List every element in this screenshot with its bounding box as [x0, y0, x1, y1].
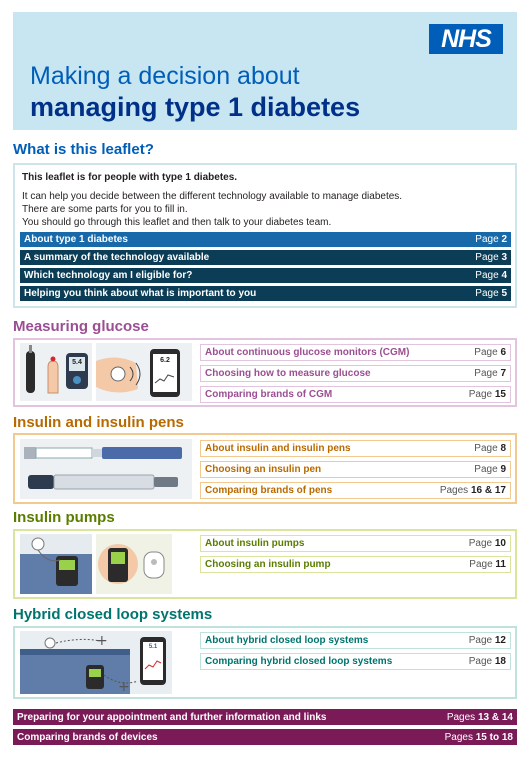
- link-page: Page 7: [474, 368, 506, 379]
- page-title-line2: managing type 1 diabetes: [30, 92, 361, 122]
- insulin-pump-belt-icon: [20, 534, 92, 594]
- footer-page: Pages 13 & 14: [446, 711, 513, 723]
- link-label: Choosing an insulin pen: [205, 464, 322, 475]
- link-comparing-hybrid[interactable]: [200, 653, 511, 670]
- pump-worn-illustration: [20, 534, 92, 594]
- link-label: About continuous glucose monitors (CGM): [205, 347, 410, 358]
- link-label: Choosing how to measure glucose: [205, 368, 371, 379]
- toc-page: Page 5: [475, 288, 507, 299]
- footer-label: Comparing brands of devices: [17, 731, 158, 743]
- link-label: Comparing brands of pens: [205, 485, 333, 496]
- svg-text:+: +: [96, 633, 108, 649]
- link-brands-pens[interactable]: [200, 482, 511, 499]
- toc-page: Page 4: [475, 270, 507, 281]
- meter-reading: 5.4: [72, 359, 82, 366]
- link-label: Choosing an insulin pump: [205, 559, 331, 570]
- cgm-sensor-illustration: [96, 343, 192, 401]
- cgm-sensor-phone-icon: [96, 343, 192, 401]
- closed-loop-system-icon: [20, 631, 172, 694]
- link-choosing-glucose[interactable]: [200, 365, 511, 382]
- link-label: About insulin and insulin pens: [205, 443, 351, 454]
- link-page: Pages 16 & 17: [439, 485, 506, 496]
- link-page: Page 9: [474, 464, 506, 475]
- link-page: Page 15: [468, 389, 506, 400]
- link-page: Page 8: [474, 443, 506, 454]
- link-label: Comparing hybrid closed loop systems: [205, 656, 393, 667]
- link-choosing-pump[interactable]: [200, 556, 511, 573]
- insulin-pen-icon: [20, 439, 192, 499]
- toc-link-about-type1[interactable]: [20, 232, 511, 247]
- link-about-pumps[interactable]: [200, 535, 511, 552]
- link-choosing-pen[interactable]: [200, 461, 511, 478]
- link-page: Page 11: [469, 559, 506, 570]
- toc-label: About type 1 diabetes: [24, 234, 128, 245]
- section-heading-glucose: Measuring glucose: [13, 318, 149, 335]
- link-about-cgm[interactable]: [200, 344, 511, 361]
- link-label: About hybrid closed loop systems: [205, 635, 369, 646]
- toc-link-summary[interactable]: [20, 250, 511, 265]
- toc-link-eligibility[interactable]: [20, 268, 511, 283]
- link-page: Page 12: [468, 635, 506, 646]
- toc-page: Page 3: [475, 252, 507, 263]
- hybrid-phone-reading: 5.1: [148, 644, 158, 650]
- finger-prick-meter-icon: [20, 343, 92, 401]
- insulin-pen-illustration: [20, 439, 192, 499]
- link-page: Page 6: [474, 347, 506, 358]
- phone-reading: 6.2: [160, 357, 170, 364]
- link-brands-cgm[interactable]: [200, 386, 511, 403]
- link-page: Page 10: [468, 538, 506, 549]
- intro-line: It can help you decide between the different technology available to manage diabetes.: [22, 191, 403, 202]
- link-page: Page 18: [468, 656, 506, 667]
- hybrid-loop-illustration: [20, 631, 172, 694]
- header-banner: [13, 12, 517, 130]
- svg-text:+: +: [118, 679, 130, 694]
- section-heading-hybrid: Hybrid closed loop systems: [13, 606, 213, 623]
- pump-devices-illustration: [96, 534, 172, 594]
- link-label: Comparing brands of CGM: [205, 389, 333, 400]
- toc-label: Which technology am I eligible for?: [24, 270, 193, 281]
- glucose-meter-illustration: [20, 343, 92, 401]
- link-about-hybrid[interactable]: [200, 632, 511, 649]
- link-label: About insulin pumps: [205, 538, 305, 549]
- section-heading-insulin: Insulin and insulin pens: [13, 414, 184, 431]
- section-heading-pumps: Insulin pumps: [13, 509, 115, 526]
- page-title-line1: Making a decision about: [30, 62, 300, 90]
- toc-link-important[interactable]: [20, 286, 511, 301]
- intro-line: There are some parts for you to fill in.: [22, 204, 188, 215]
- intro-line: You should go through this leaflet and then talk to your diabetes team.: [22, 217, 332, 228]
- nhs-logo: NHS: [429, 24, 503, 54]
- footer-link-appointment[interactable]: [13, 709, 517, 725]
- link-about-insulin[interactable]: [200, 440, 511, 457]
- pump-and-pod-icon: [96, 534, 172, 594]
- toc-label: Helping you think about what is important to you: [24, 288, 257, 299]
- intro-bold-line: This leaflet is for people with type 1 diabetes.: [22, 172, 238, 183]
- footer-label: Preparing for your appointment and further information and links: [17, 711, 327, 723]
- section-heading-leaflet: What is this leaflet?: [13, 141, 154, 158]
- toc-label: A summary of the technology available: [24, 252, 210, 263]
- footer-link-brands[interactable]: [13, 729, 517, 745]
- toc-page: Page 2: [475, 234, 507, 245]
- footer-page: Pages 15 to 18: [444, 731, 513, 743]
